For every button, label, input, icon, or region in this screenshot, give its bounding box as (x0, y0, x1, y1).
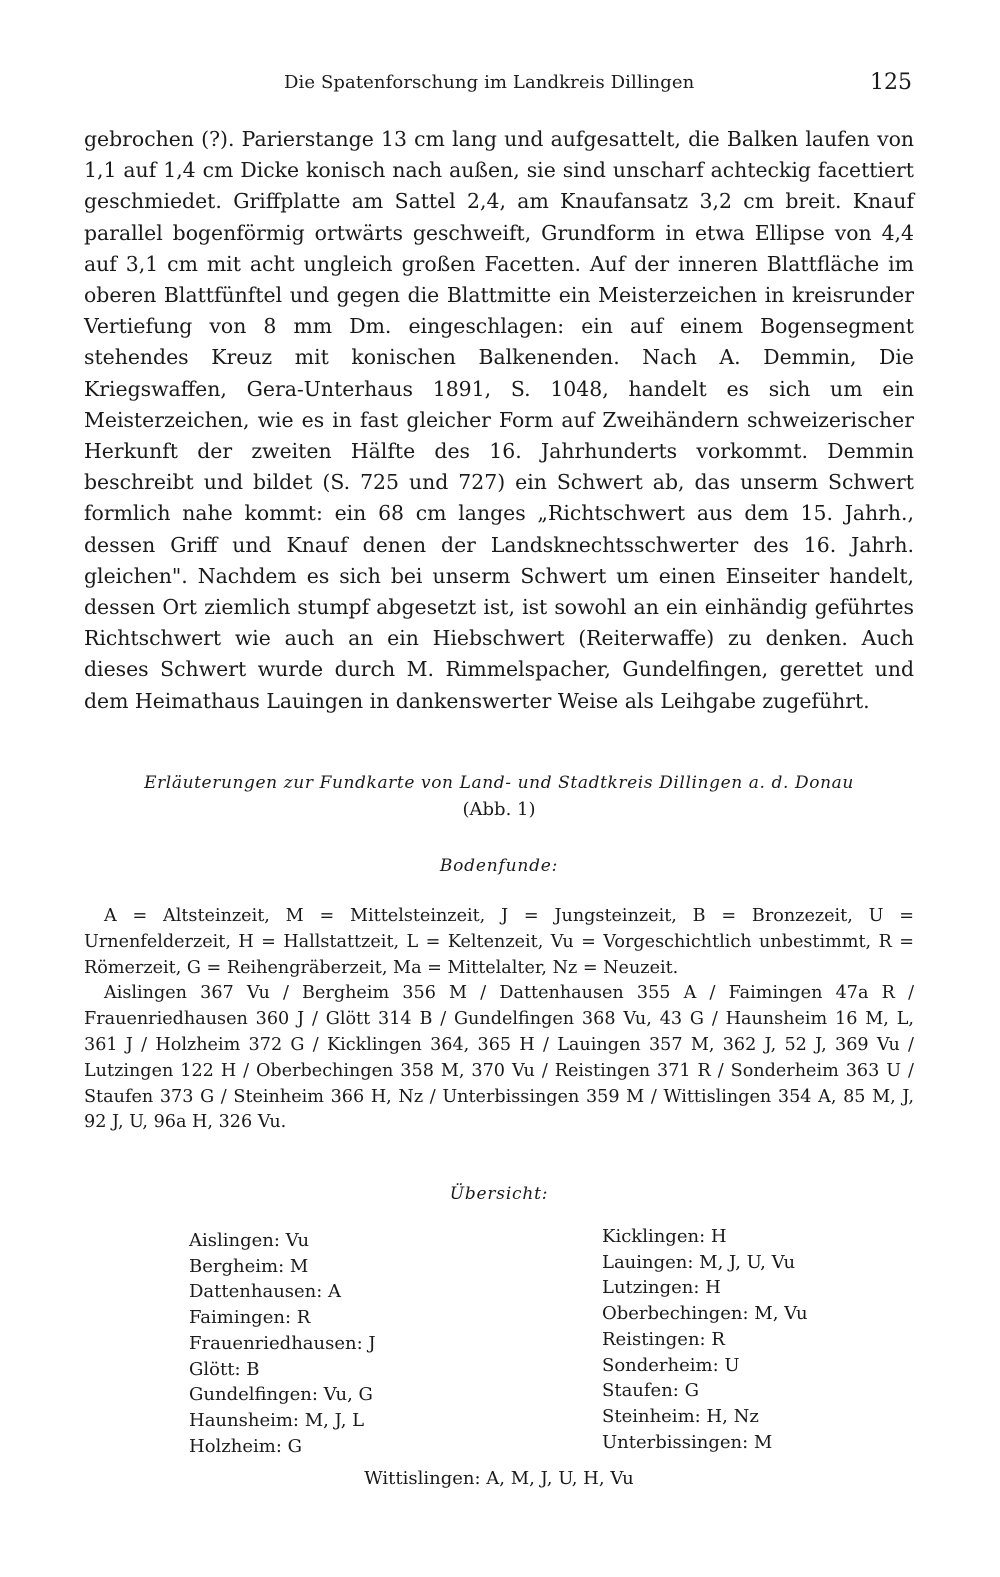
overview-entry: Steinheim: H, Nz (602, 1405, 759, 1427)
bodenfunde-heading: Bodenfunde: (439, 856, 559, 876)
body-paragraph: gebrochen (?). Parierstange 13 cm lang und aufgesattelt, die Balken laufen von 1,1 auf 1,4 cm Dicke konisch nach außen, sie sind unscharf achteckig facettiert geschmiedet. Griffplatte am Sattel 2,4, am Knaufansatz 3,2 cm breit. Knauf parallel bogenförmig ortwärts geschweift, Grundform in etwa Ellipse von 4,4 auf 3,1 cm mit acht ungleich großen Facetten. Auf der inneren Blattfläche im oberen Blattfünftel und gegen die Blattmitte ein Meisterzeichen in kreisrunder Vertiefung von 8 mm Dm. eingeschlagen: ein auf einem Bogensegment stehendes Kreuz mit konischen Balkenenden. Nach A. Demmin, Die Kriegswaffen, Gera-Unterhaus 1891, S. 1048, handelt es sich um ein Meisterzeichen, wie es in fast gleicher Form auf Zweihändern schweizerischer Herkunft der zweiten Hälfte des 16. Jahrhunderts vorkommt. Demmin beschreibt und bildet (S. 725 und 727) ein Schwert ab, das unserm Schwert formlich nahe kommt: ein 68 cm langes „Richtschwert aus dem 15. Jahrh., dessen Griff und Knauf denen der Landsknechtsschwerter des 16. Jahrh. gleichen". Nachdem es sich bei unserm Schwert um einen Einseiter handelt, dessen Ort ziemlich stumpf abgesetzt ist, ist sowohl an ein einhändig geführtes Richtschwert wie auch an ein Hiebschwert (Reiterwaffe) zu denken. Auch dieses Schwert wurde durch M. Rimmelspacher, Gundelfingen, gerettet und dem Heimathaus Lauingen in dankenswerter Weise als Leihgabe zugeführt. (84, 127, 914, 713)
caption-title: Erläuterungen zur Fundkarte von Land- und Stadtkreis Dillingen a. d. Donau (144, 773, 854, 793)
site-list: Aislingen 367 Vu / Bergheim 356 M / Dattenhausen 355 A / Faimingen 47a R / Frauenriedhausen 360 J / Glött 314 B / Gundelfingen 368 Vu, 43 G / Haunsheim 16 M, L, 361 J / Holzheim 372 G / Kicklingen 364, 365 H / Lauingen 357 M, 362 J, 52 J, 369 Vu / Lutzingen 122 H / Oberbechingen 358 M, 370 Vu / Reistingen 371 R / Sonderheim 363 U / Staufen 373 G / Steinheim 366 H, Nz / Unterbissingen 359 M / Wittislingen 354 A, 85 M, J, 92 J, U, 96a H, 326 Vu. (84, 983, 914, 1133)
running-title: Die Spatenforschung im Landkreis Dillingen (284, 72, 695, 93)
bodenfunde-section (84, 904, 914, 1136)
overview-entry: Aislingen: Vu (189, 1230, 310, 1251)
page-number: 125 (870, 70, 912, 95)
page-header (84, 72, 914, 106)
overview-entry: Oberbechingen: M, Vu (602, 1303, 808, 1325)
overview-entry: Frauenriedhausen: J (189, 1332, 376, 1354)
period-legend: A = Altsteinzeit, M = Mittelsteinzeit, J = Jungsteinzeit, B = Bronzezeit, U = Urnenfelderzeit, H = Hallstattzeit, L = Keltenzeit, Vu = Vorgeschichtlich unbestimmt, R = Römerzeit, G = Reihengräberzeit, Ma = Mittelalter, Nz = Neuzeit. (84, 906, 914, 978)
overview-entry: Bergheim: M (189, 1255, 309, 1277)
caption-figure-ref: (Abb. 1) (462, 799, 536, 820)
overview-heading: Übersicht: (449, 1184, 549, 1204)
overview-entry: Lutzingen: H (602, 1277, 721, 1299)
overview-entry: Gundelfingen: Vu, G (189, 1384, 373, 1406)
overview-entry: Reistingen: R (602, 1328, 725, 1350)
overview-entry: Lauingen: M, J, U, Vu (602, 1251, 796, 1273)
map-caption (84, 770, 914, 824)
overview-entry: Unterbissingen: M (602, 1431, 773, 1453)
overview-entry-wittislingen: Wittislingen: A, M, J, U, H, Vu (364, 1468, 634, 1489)
overview-left-column (189, 1228, 376, 1459)
overview-entry: Faimingen: R (189, 1307, 311, 1329)
overview-entry: Staufen: G (602, 1380, 699, 1402)
overview-entry: Glött: B (189, 1358, 260, 1380)
overview-entry: Sonderheim: U (602, 1354, 740, 1376)
overview-entry: Kicklingen: H (602, 1226, 727, 1247)
overview-entry: Haunsheim: M, J, L (189, 1409, 365, 1431)
overview-right-column (602, 1224, 808, 1455)
overview-entry: Dattenhausen: A (189, 1281, 342, 1303)
overview-entry: Holzheim: G (189, 1435, 303, 1457)
